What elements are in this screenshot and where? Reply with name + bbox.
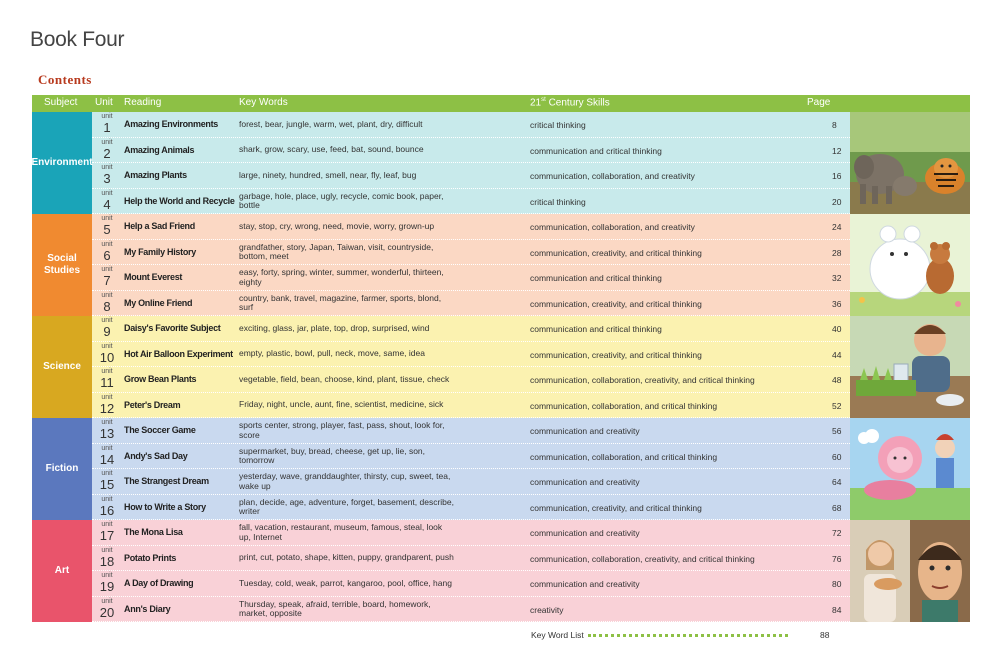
unit-word: unit — [101, 419, 113, 426]
unit-cell — [92, 316, 122, 338]
reading-title[interactable]: Andy's Sad Day — [124, 450, 188, 461]
unit-cell — [92, 112, 122, 134]
page-number: 8 — [832, 120, 837, 130]
key-words-text: stay, stop, cry, wrong, need, movie, worry, grown-up — [239, 220, 435, 231]
key-words — [239, 112, 454, 137]
dot-leader — [588, 634, 788, 637]
unit-word: unit — [101, 393, 113, 401]
header-page: Page — [807, 97, 831, 108]
subject-label: Environment — [32, 112, 92, 214]
century-skills: communication, collaboration, creativity, and critical thinking — [530, 553, 755, 564]
toc-row[interactable] — [92, 163, 850, 189]
subject-section — [32, 316, 850, 418]
book-title: Book Four — [30, 28, 125, 51]
key-words — [239, 367, 454, 392]
reading-title[interactable]: The Mona Lisa — [124, 527, 183, 537]
reading-title[interactable]: Amazing Environments — [124, 119, 219, 129]
toc-row[interactable] — [92, 138, 850, 164]
unit-cell — [92, 367, 122, 389]
toc-row[interactable] — [92, 112, 850, 138]
unit-number: 1 — [103, 120, 111, 135]
unit-number: 12 — [99, 400, 115, 416]
subject-section — [32, 214, 850, 316]
unit-cell — [92, 265, 122, 287]
key-words-text: shark, grow, scary, use, feed, bat, sound, bounce — [239, 144, 424, 155]
page-number: 56 — [832, 426, 842, 436]
toc-row[interactable] — [92, 189, 850, 215]
subject-section — [32, 520, 850, 622]
page-number: 32 — [832, 273, 842, 283]
toc-row[interactable] — [92, 240, 850, 266]
unit-number: 14 — [99, 451, 115, 467]
page-number: 48 — [832, 375, 842, 385]
unit-word: unit — [101, 368, 113, 375]
century-skills: communication and creativity — [530, 477, 640, 487]
reading-title[interactable]: Peter's Dream — [124, 399, 181, 410]
key-words-text: vegetable, field, bean, choose, kind, plant, tissue, check — [239, 373, 450, 384]
header-unit: Unit — [95, 97, 113, 108]
reading-title[interactable]: Grow Bean Plants — [124, 374, 197, 384]
contents-heading: Contents — [38, 72, 92, 87]
key-words — [239, 520, 454, 545]
toc-row[interactable] — [92, 520, 850, 546]
century-skills: communication and creativity — [530, 426, 640, 436]
unit-cell — [92, 444, 122, 466]
toc-row[interactable] — [92, 495, 850, 521]
page-number: 40 — [832, 324, 842, 334]
subject-label: Art — [32, 520, 92, 622]
key-word-list-entry[interactable] — [531, 630, 788, 640]
toc-row[interactable] — [92, 367, 850, 393]
century-skills: communication and creativity — [530, 579, 640, 589]
unit-word: unit — [101, 189, 113, 197]
key-words-text: easy, forty, spring, winter, summer, wonderful, thirteen, eighty — [239, 267, 444, 287]
unit-cell — [92, 520, 122, 542]
page-number: 72 — [832, 528, 842, 538]
key-words — [239, 163, 454, 188]
unit-cell — [92, 393, 122, 415]
century-skills: communication, collaboration, and creativity — [530, 222, 695, 232]
reading-title[interactable]: Daisy's Favorite Subject — [124, 323, 221, 333]
century-skills: critical thinking — [530, 120, 586, 130]
subject-label: Fiction — [32, 418, 92, 520]
page-number: 36 — [832, 298, 842, 309]
unit-cell — [92, 597, 122, 619]
key-words-text: print, cut, potato, shape, kitten, puppy, grandparent, push — [239, 552, 454, 563]
page-number: 28 — [832, 247, 842, 258]
reading-title[interactable]: Amazing Animals — [124, 144, 195, 155]
key-words-text: exciting, glass, jar, plate, top, drop, surprised, wind — [239, 322, 430, 333]
unit-number: 2 — [103, 145, 111, 161]
unit-word: unit — [101, 521, 113, 528]
century-skills: communication and critical thinking — [530, 273, 662, 283]
key-words — [239, 495, 454, 520]
reading-title[interactable]: The Strangest Dream — [124, 476, 209, 486]
key-words-text: large, ninety, hundred, smell, near, fly, leaf, bug — [239, 169, 417, 180]
unit-number: 16 — [99, 502, 115, 518]
unit-word: unit — [101, 572, 113, 579]
unit-number: 20 — [99, 604, 115, 620]
unit-word: unit — [101, 266, 113, 273]
unit-cell — [92, 571, 122, 593]
unit-word: unit — [101, 240, 113, 248]
page-number: 24 — [832, 222, 842, 232]
unit-cell — [92, 214, 122, 236]
unit-number: 19 — [99, 579, 115, 594]
header-subject: Subject — [44, 97, 78, 108]
century-skills: communication and critical thinking — [530, 324, 662, 334]
unit-cell — [92, 291, 122, 313]
key-words-text: empty, plastic, bowl, pull, neck, move, same, idea — [239, 348, 425, 359]
key-word-list-page: 88 — [820, 630, 830, 640]
unit-word: unit — [101, 317, 113, 324]
century-skills: communication, creativity, and critical thinking — [530, 247, 702, 258]
header-key-words: Key Words — [239, 97, 288, 108]
unit-number: 3 — [103, 171, 111, 186]
toc-row[interactable] — [92, 214, 850, 240]
century-skills: communication, creativity, and critical thinking — [530, 502, 702, 513]
reading-title[interactable]: Ann's Diary — [124, 603, 171, 614]
key-words — [239, 571, 454, 596]
page-number: 76 — [832, 553, 842, 564]
century-skills: communication, collaboration, creativity, and critical thinking — [530, 375, 755, 385]
unit-cell — [92, 495, 122, 517]
unit-cell — [92, 418, 122, 440]
key-words-text: sports center, strong, player, fast, pass, shout, look for, score — [239, 420, 445, 440]
unit-number: 10 — [99, 349, 115, 365]
reading-title[interactable]: My Online Friend — [124, 297, 193, 308]
reading-title[interactable]: The Soccer Game — [124, 425, 196, 435]
page-number: 52 — [832, 400, 842, 411]
key-words-text: Friday, night, uncle, aunt, fine, scientist, medicine, sick — [239, 399, 444, 410]
page-number: 20 — [832, 196, 842, 207]
unit-cell — [92, 189, 122, 211]
page-number: 84 — [832, 604, 842, 615]
key-words-text: fall, vacation, restaurant, museum, famous, steal, look up, Internet — [239, 522, 443, 542]
reading-title[interactable]: My Family History — [124, 246, 196, 257]
unit-cell — [92, 138, 122, 160]
toc-row[interactable] — [92, 444, 850, 470]
unit-word: unit — [101, 546, 113, 554]
key-words — [239, 291, 454, 316]
reading-title[interactable]: How to Write a Story — [124, 501, 206, 512]
key-words — [239, 342, 454, 367]
unit-number: 18 — [99, 553, 115, 569]
key-words-text: grandfather, story, Japan, Taiwan, visit, countryside, bottom, meet — [239, 241, 434, 261]
key-words — [239, 138, 454, 163]
century-skills: communication and creativity — [530, 528, 640, 538]
toc-row[interactable] — [92, 342, 850, 368]
unit-number: 15 — [99, 477, 115, 492]
toc-row[interactable] — [92, 546, 850, 572]
fiction-illustration — [850, 418, 970, 520]
unit-word: unit — [101, 164, 113, 171]
unit-cell — [92, 546, 122, 568]
unit-word: unit — [101, 495, 113, 503]
page-number: 60 — [832, 451, 842, 462]
key-words — [239, 265, 454, 290]
environment-photo — [850, 112, 970, 214]
subject-label: Science — [32, 316, 92, 418]
subject-section — [32, 418, 850, 520]
century-skills: communication, creativity, and critical thinking — [530, 298, 702, 309]
reading-title[interactable]: Mount Everest — [124, 272, 183, 282]
toc-row[interactable] — [92, 469, 850, 495]
unit-word: unit — [101, 291, 113, 299]
reading-title[interactable]: Help the World and Recycle — [124, 195, 235, 206]
key-words-text: Thursday, speak, afraid, terrible, board, homework, market, opposite — [239, 598, 431, 618]
unit-number: 17 — [99, 528, 115, 543]
key-words — [239, 546, 454, 571]
page-number: 80 — [832, 579, 842, 589]
century-skills: communication, creativity, and critical thinking — [530, 349, 702, 360]
reading-title[interactable]: Amazing Plants — [124, 170, 187, 180]
unit-number: 11 — [100, 375, 114, 390]
unit-number: 4 — [103, 196, 111, 212]
key-words-text: forest, bear, jungle, warm, wet, plant, dry, difficult — [239, 118, 423, 129]
page-number: 64 — [832, 477, 842, 487]
unit-number: 5 — [103, 222, 111, 237]
reading-title[interactable]: Potato Prints — [124, 552, 177, 563]
century-skills: communication, collaboration, and critical thinking — [530, 451, 718, 462]
unit-number: 8 — [103, 298, 111, 314]
unit-word: unit — [101, 342, 113, 350]
unit-number: 13 — [99, 426, 115, 441]
unit-cell — [92, 240, 122, 262]
science-photo — [850, 316, 970, 418]
key-words — [239, 189, 454, 214]
subject-section — [32, 112, 850, 214]
toc-row[interactable] — [92, 316, 850, 342]
unit-number: 6 — [103, 247, 111, 263]
unit-word: unit — [101, 444, 113, 452]
table-header — [32, 95, 970, 112]
unit-cell — [92, 163, 122, 185]
key-word-list-label: Key Word List — [531, 630, 584, 640]
unit-word: unit — [101, 113, 113, 120]
century-skills: communication, collaboration, and critical thinking — [530, 400, 718, 411]
key-words — [239, 597, 454, 622]
key-words-text: garbage, hole, place, ugly, recycle, comic book, paper, bottle — [239, 190, 444, 210]
key-words — [239, 214, 454, 239]
unit-number: 9 — [103, 324, 111, 339]
unit-cell — [92, 469, 122, 491]
toc-row[interactable] — [92, 597, 850, 623]
page-number: 12 — [832, 145, 842, 156]
key-words-text: plan, decide, age, adventure, forget, basement, describe, writer — [239, 496, 454, 516]
toc-row[interactable] — [92, 265, 850, 291]
key-words — [239, 316, 454, 341]
century-skills: communication, collaboration, and creativity — [530, 171, 695, 181]
social-studies-illustration — [850, 214, 970, 316]
toc-row[interactable] — [92, 393, 850, 419]
unit-word: unit — [101, 215, 113, 222]
century-skills: critical thinking — [530, 196, 586, 207]
header-reading: Reading — [124, 97, 162, 108]
unit-word: unit — [101, 470, 113, 477]
key-words-text: yesterday, wave, granddaughter, thirsty, cup, sweet, tea, wake up — [239, 471, 451, 491]
unit-word: unit — [101, 138, 113, 146]
century-skills: communication and critical thinking — [530, 145, 662, 156]
key-words — [239, 444, 454, 469]
key-words-text: Tuesday, cold, weak, parrot, kangaroo, pool, office, hang — [239, 577, 452, 588]
contents-band — [32, 70, 970, 92]
century-skills: creativity — [530, 604, 564, 615]
key-words-text: supermarket, buy, bread, cheese, get up, lie, son, tomorrow — [239, 445, 426, 465]
unit-cell — [92, 342, 122, 364]
key-words — [239, 393, 454, 418]
header-skills: 21st Century Skills — [530, 97, 610, 109]
key-words-text: country, bank, travel, magazine, farmer, sports, blond, surf — [239, 292, 442, 312]
reading-title[interactable]: A Day of Drawing — [124, 578, 194, 588]
page-number: 68 — [832, 502, 842, 513]
art-photo — [850, 520, 970, 622]
page-number: 44 — [832, 349, 842, 360]
unit-word: unit — [101, 597, 113, 605]
key-words — [239, 418, 454, 443]
reading-title[interactable]: Help a Sad Friend — [124, 221, 195, 231]
subject-label: Social Studies — [32, 214, 92, 316]
toc-row[interactable] — [92, 291, 850, 317]
unit-number: 7 — [103, 273, 111, 288]
toc-row[interactable] — [92, 418, 850, 444]
key-words — [239, 469, 454, 494]
toc-row[interactable] — [92, 571, 850, 597]
page-number: 16 — [832, 171, 842, 181]
reading-title[interactable]: Hot Air Balloon Experiment — [124, 348, 233, 359]
key-words — [239, 240, 454, 265]
